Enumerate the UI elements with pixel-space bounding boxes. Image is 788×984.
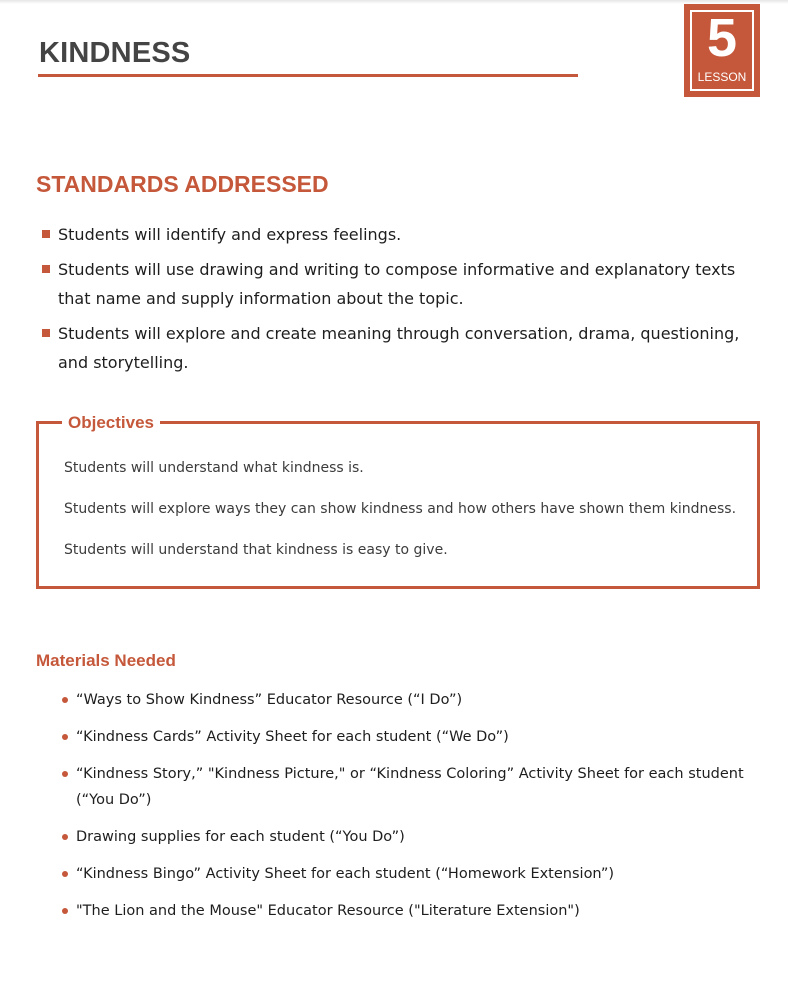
standards-item [40,220,760,249]
objectives-title: Objectives [62,412,160,434]
materials-item-text: “Ways to Show Kindness” Educator Resource (“I Do”) [76,692,463,708]
objective-item: Students will explore ways they can show kindness and how others have shown them kindness. [64,501,737,517]
standards-item-text: Students will use drawing and writing to compose informative and explanatory texts that name and supply information about the topic. [58,260,736,308]
materials-item [62,724,762,750]
materials-item-text: “Kindness Story,” "Kindness Picture," or “Kindness Coloring” Activity Sheet for each student (“You Do”) [76,766,744,808]
materials-title: Materials Needed [36,651,176,670]
standards-item-text: Students will identify and express feelings. [58,225,402,244]
materials-item-text: "The Lion and the Mouse" Educator Resource ("Literature Extension") [76,903,580,919]
lesson-label: LESSON [697,70,747,84]
materials-item [62,824,762,850]
dot-bullet-icon [62,834,68,840]
standards-item-text: Students will explore and create meaning through conversation, drama, questioning, and storytelling. [58,324,740,372]
square-bullet-icon [42,230,50,238]
dot-bullet-icon [62,734,68,740]
materials-item-text: Drawing supplies for each student (“You Do”) [76,829,405,845]
materials-item [62,898,762,924]
objective-item: Students will understand what kindness is. [64,460,364,476]
title-underline [38,74,578,77]
objective-item: Students will understand that kindness is easy to give. [64,542,448,558]
materials-item [62,761,762,813]
standards-list [40,220,760,383]
top-shadow-band [0,0,788,4]
square-bullet-icon [42,329,50,337]
materials-list [62,687,762,935]
dot-bullet-icon [62,908,68,914]
materials-item-text: “Kindness Bingo” Activity Sheet for each student (“Homework Extension”) [76,866,615,882]
dot-bullet-icon [62,871,68,877]
materials-item-text: “Kindness Cards” Activity Sheet for each student (“We Do”) [76,729,509,745]
dot-bullet-icon [62,697,68,703]
standards-title: STANDARDS ADDRESSED [36,171,329,197]
materials-item [62,687,762,713]
materials-item [62,861,762,887]
objectives-box [36,413,760,589]
lesson-number: 5 [706,8,738,68]
dot-bullet-icon [62,771,68,777]
square-bullet-icon [42,265,50,273]
page-title: KINDNESS [39,37,191,69]
standards-item [40,319,760,377]
lesson-badge [684,4,760,97]
standards-item [40,255,760,313]
